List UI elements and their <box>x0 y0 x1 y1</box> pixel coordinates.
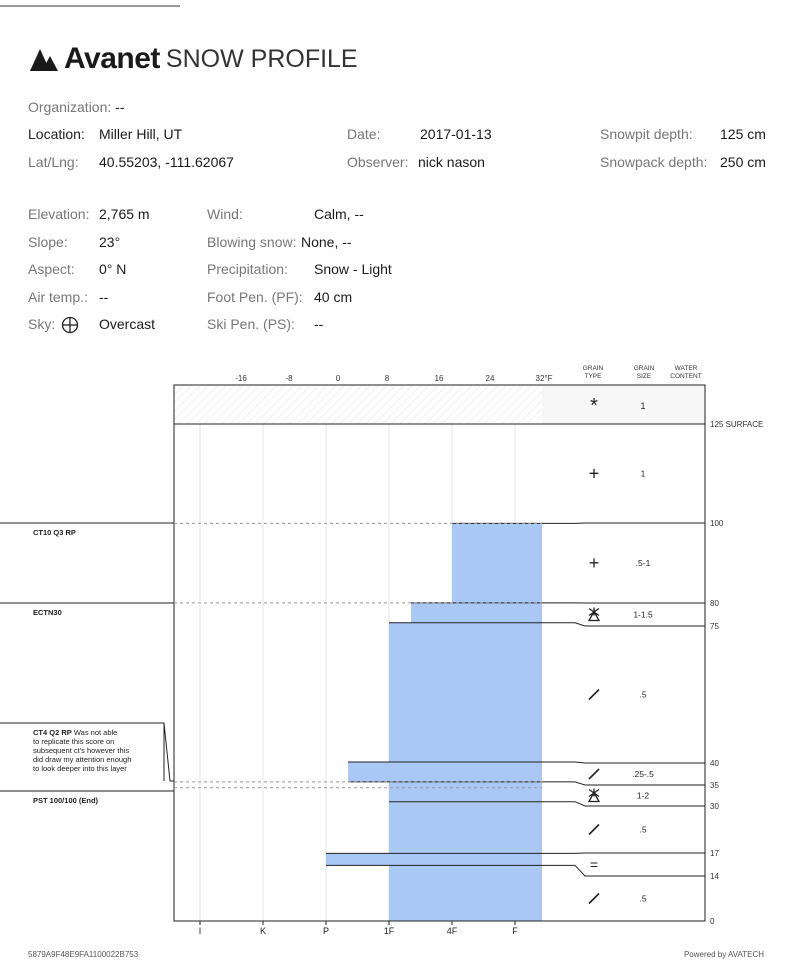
grain-size-value: 1-2 <box>636 790 650 801</box>
ski-pen-label: Ski Pen. (PS): <box>207 316 295 332</box>
grain-type-icon-depth-hoar <box>589 789 599 802</box>
layer-bar <box>389 802 542 854</box>
column-header-label: SIZE <box>636 373 652 380</box>
stability-test-title: PST 100/100 (End) <box>33 796 99 805</box>
elevation-label: Elevation: <box>28 206 90 222</box>
snowpit-depth-value: 125 cm <box>720 126 766 142</box>
location-label: Location: <box>28 126 85 142</box>
stability-test-note: Was not able <box>71 728 118 737</box>
stability-test-title: CT4 Q2 RP <box>33 728 72 737</box>
blowing-snow-label: Blowing snow: <box>207 234 297 250</box>
observer-label: Observer: <box>347 154 409 170</box>
blowing-snow-value: None, -- <box>301 234 352 250</box>
stability-test-note-line: to replicate this score on <box>33 737 115 746</box>
slope-value: 23° <box>99 234 121 250</box>
grain-boundary-line <box>542 865 705 876</box>
page-title: SNOW PROFILE <box>165 44 358 73</box>
stability-test-label <box>33 608 62 617</box>
profile-id: 5879A9F48E9FA1100022B753 <box>28 950 139 959</box>
hardness-tick-label: F <box>512 926 518 936</box>
brand-name: Avanet <box>64 42 160 75</box>
grain-type-icon-depth-hoar <box>589 608 599 621</box>
snowpack-depth-value: 250 cm <box>720 154 766 170</box>
temp-tick-label: 24 <box>485 374 495 383</box>
brand-header <box>30 42 358 76</box>
grain-boundary-line <box>542 782 705 785</box>
stability-test-note-line: subsequent ct's however this <box>33 746 130 755</box>
stability-test-note-line: did draw my attention enough <box>33 755 132 764</box>
hardness-tick-label: 4F <box>446 926 458 936</box>
grain-boundary-line <box>542 623 705 626</box>
sky-label: Sky: <box>28 316 56 332</box>
grain-type-icon-melt-freeze: = <box>589 856 599 873</box>
grain-type-icon-new-snow: + <box>588 553 600 573</box>
elevation-value: 2,765 m <box>99 206 150 222</box>
stability-test-title: ECTN30 <box>33 608 62 617</box>
precipitation-value: Snow - Light <box>314 261 392 277</box>
foot-pen-value: 40 cm <box>314 289 353 305</box>
grain-type-icon-faceted <box>589 894 599 904</box>
grain-type-icon-new-snow: + <box>588 463 600 484</box>
observer-value: nick nason <box>418 154 485 170</box>
grain-type-icon-faceted <box>589 825 599 835</box>
hardness-tick-label: I <box>198 926 202 936</box>
snowpit-depth-label: Snowpit depth: <box>600 126 693 142</box>
temp-tick-label: 16 <box>434 374 444 383</box>
wind-label: Wind: <box>207 206 243 222</box>
grain-boundary-line <box>542 802 705 806</box>
depth-tick-label: 40 <box>710 759 719 768</box>
depth-tick-label: 30 <box>710 802 719 811</box>
overcast-sky-icon <box>61 316 79 334</box>
hardness-tick-label: K <box>259 926 267 936</box>
grain-size-value: .5-1 <box>635 558 651 568</box>
aspect-value: 0° N <box>99 261 127 277</box>
column-header-label: GRAIN <box>633 365 655 372</box>
temp-tick-label: 32°F <box>535 374 553 383</box>
depth-tick-label: 75 <box>710 622 719 631</box>
powered-by: Powered by AVATECH <box>683 950 764 959</box>
date-value: 2017-01-13 <box>420 126 492 142</box>
depth-tick-label: 80 <box>710 599 719 608</box>
temp-tick-label: -16 <box>235 374 247 383</box>
foot-pen-label: Foot Pen. (PF): <box>207 289 303 305</box>
layer-bar <box>389 623 542 762</box>
surface-grain-type-icon: * <box>590 395 598 417</box>
hardness-tick-label: 1F <box>383 926 395 936</box>
layer-bar <box>389 782 542 802</box>
layer-bar <box>326 853 542 865</box>
stability-test-note-line: to look deeper into this layer <box>33 764 127 773</box>
layer-bar <box>348 762 542 782</box>
column-header-label: GRAIN <box>582 365 604 372</box>
air-temp-label: Air temp.: <box>28 289 88 305</box>
air-temp-value: -- <box>99 289 109 305</box>
layer-bar <box>452 523 542 603</box>
avanet-logo-icon <box>30 47 60 71</box>
depth-tick-label: 0 <box>710 917 715 926</box>
temp-tick-label: 0 <box>335 374 341 383</box>
surface-depth-label: 125 SURFACE <box>710 420 764 429</box>
organization-field: Organization: -- <box>28 99 125 115</box>
grain-size-value: .5 <box>639 893 647 904</box>
snow-profile-chart <box>0 355 800 950</box>
stability-test-label <box>33 796 99 805</box>
date-label: Date: <box>347 126 381 142</box>
latlng-label: Lat/Lng: <box>28 154 79 170</box>
depth-tick-label: 17 <box>710 849 719 858</box>
depth-tick-label: 35 <box>710 781 719 790</box>
surface-grain-band <box>542 385 705 424</box>
snowpack-depth-label: Snowpack depth: <box>600 154 708 170</box>
precipitation-label: Precipitation: <box>207 261 288 277</box>
grain-size-value: 1 <box>640 468 646 479</box>
sky-value: Overcast <box>99 316 156 332</box>
depth-tick-label: 100 <box>710 519 724 528</box>
stability-test-label <box>33 528 76 537</box>
grain-size-value: .5 <box>639 689 647 700</box>
surface-grain-size: 1 <box>640 401 646 411</box>
column-header-label: TYPE <box>584 373 602 380</box>
slope-label: Slope: <box>28 234 68 250</box>
stability-test-label <box>33 728 117 737</box>
temp-tick-label: 8 <box>384 374 390 383</box>
hardness-tick-label: P <box>322 926 330 936</box>
aspect-label: Aspect: <box>28 261 75 277</box>
layer-bar <box>389 865 542 921</box>
column-header-label: WATER <box>674 365 698 372</box>
ski-pen-value: -- <box>314 316 324 332</box>
location-value: Miller Hill, UT <box>99 126 183 142</box>
wind-value: Calm, -- <box>314 206 364 222</box>
grain-type-icon-faceted <box>589 690 599 700</box>
temp-tick-label: -8 <box>285 374 293 383</box>
sky-field <box>28 316 85 334</box>
depth-tick-label: 14 <box>710 872 719 881</box>
stability-test-title: CT10 Q3 RP <box>33 528 76 537</box>
grain-type-icon-faceted <box>589 769 599 779</box>
grain-boundary-line <box>542 762 705 763</box>
grain-size-value: .5 <box>639 824 647 835</box>
column-header-label: CONTENT <box>670 373 702 380</box>
layer-bar <box>411 603 542 623</box>
grain-size-value: .25-.5 <box>632 769 654 779</box>
top-divider <box>0 5 180 7</box>
latlng-value: 40.55203, -111.62067 <box>99 154 234 170</box>
grain-size-value: 1-1.5 <box>633 609 653 620</box>
